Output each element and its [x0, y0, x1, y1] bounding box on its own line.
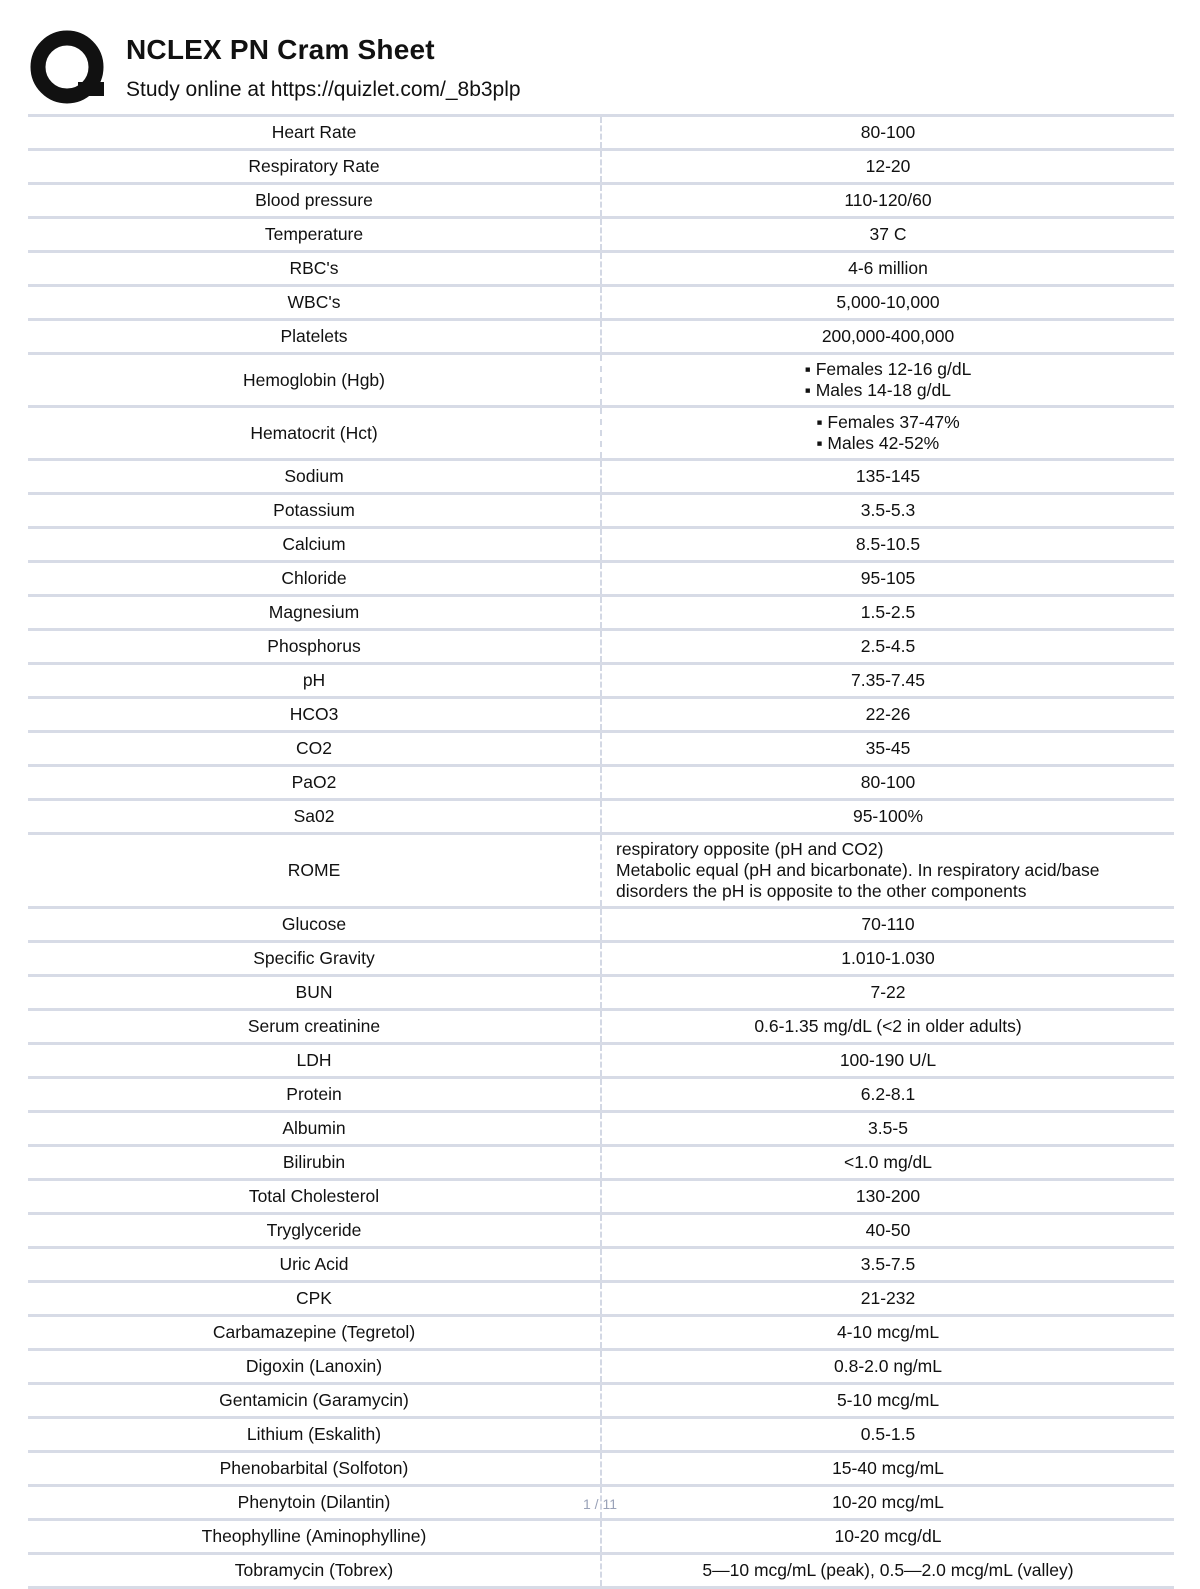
- term-cell: Chloride: [28, 562, 601, 596]
- definition-cell: 95-105: [601, 562, 1174, 596]
- term-cell: BUN: [28, 976, 601, 1010]
- definition-cell: 21-232: [601, 1282, 1174, 1316]
- term-cell: Lithium (Eskalith): [28, 1418, 601, 1452]
- definition-cell: 10-20 mcg/dL: [601, 1520, 1174, 1554]
- table-row: [28, 528, 1174, 562]
- definition-cell: 22-26: [601, 698, 1174, 732]
- term-cell: Albumin: [28, 1112, 601, 1146]
- term-cell: Digoxin (Lanoxin): [28, 1350, 601, 1384]
- table-row: [28, 630, 1174, 664]
- page-title: NCLEX PN Cram Sheet: [126, 34, 435, 65]
- table-row: [28, 1146, 1174, 1180]
- term-cell: Respiratory Rate: [28, 150, 601, 184]
- table-row: [28, 1316, 1174, 1350]
- definition-line: respiratory opposite (pH and CO2): [616, 839, 884, 859]
- definition-cell: 8.5-10.5: [601, 528, 1174, 562]
- term-cell: Theophylline (Aminophylline): [28, 1520, 601, 1554]
- term-cell: LDH: [28, 1044, 601, 1078]
- definition-cell: 5—10 mcg/mL (peak), 0.5—2.0 mcg/mL (valley): [601, 1554, 1174, 1588]
- definition-cell: 7.35-7.45: [601, 664, 1174, 698]
- term-cell: pH: [28, 664, 601, 698]
- definition-cell: 1.010-1.030: [601, 942, 1174, 976]
- table-row: [28, 354, 1174, 407]
- term-cell: Heart Rate: [28, 116, 601, 150]
- bullet-list: [816, 412, 959, 454]
- term-cell: Phenobarbital (Solfoton): [28, 1452, 601, 1486]
- definition-cell: 70-110: [601, 908, 1174, 942]
- table-row: [28, 1418, 1174, 1452]
- definition-cell: 135-145: [601, 460, 1174, 494]
- table-row: [28, 116, 1174, 150]
- term-cell: Calcium: [28, 528, 601, 562]
- term-cell: Specific Gravity: [28, 942, 601, 976]
- term-cell: Tobramycin (Tobrex): [28, 1554, 601, 1588]
- page-indicator: 1 / 11: [583, 1496, 617, 1512]
- definition-cell: 5,000-10,000: [601, 286, 1174, 320]
- definition-cell: 3.5-5: [601, 1112, 1174, 1146]
- definition-cell: 10-20 mcg/mL: [601, 1486, 1174, 1520]
- table-row: [28, 976, 1174, 1010]
- table-row: [28, 407, 1174, 460]
- table-row: [28, 1214, 1174, 1248]
- definition-cell: 7-22: [601, 976, 1174, 1010]
- study-online-link[interactable]: Study online at https://quizlet.com/_8b3plp: [126, 78, 521, 101]
- definition-cell: 3.5-5.3: [601, 494, 1174, 528]
- definition-line: Metabolic equal (pH and bicarbonate). In respiratory acid/base: [616, 860, 1100, 880]
- table-row: [28, 1112, 1174, 1146]
- table-row: [28, 1520, 1174, 1554]
- term-cell: Tryglyceride: [28, 1214, 601, 1248]
- table-row: [28, 1248, 1174, 1282]
- term-cell: RBC's: [28, 252, 601, 286]
- table-row: [28, 1282, 1174, 1316]
- quizlet-logo-icon: [30, 30, 108, 108]
- term-cell: Carbamazepine (Tegretol): [28, 1316, 601, 1350]
- definition-cell: [601, 834, 1174, 908]
- table-row: [28, 1350, 1174, 1384]
- table-row: [28, 1180, 1174, 1214]
- table-row: [28, 1010, 1174, 1044]
- definition-cell: 4-6 million: [601, 252, 1174, 286]
- definition-line: disorders the pH is opposite to the other components: [616, 881, 1027, 901]
- term-cell: CO2: [28, 732, 601, 766]
- table-row: [28, 1044, 1174, 1078]
- term-cell: Gentamicin (Garamycin): [28, 1384, 601, 1418]
- definition-cell: [601, 354, 1174, 407]
- term-cell: ROME: [28, 834, 601, 908]
- table-row: [28, 664, 1174, 698]
- definition-cell: 5-10 mcg/mL: [601, 1384, 1174, 1418]
- term-cell: Phosphorus: [28, 630, 601, 664]
- definition-cell: 200,000-400,000: [601, 320, 1174, 354]
- table-row: [28, 596, 1174, 630]
- definition-cell: 130-200: [601, 1180, 1174, 1214]
- term-cell: CPK: [28, 1282, 601, 1316]
- definition-cell: 110-120/60: [601, 184, 1174, 218]
- definition-cell: 3.5-7.5: [601, 1248, 1174, 1282]
- term-cell: Uric Acid: [28, 1248, 601, 1282]
- definition-cell: 100-190 U/L: [601, 1044, 1174, 1078]
- bullet-list: [805, 359, 972, 401]
- term-cell: Bilirubin: [28, 1146, 601, 1180]
- term-cell: Serum creatinine: [28, 1010, 601, 1044]
- definition-cell: 1.5-2.5: [601, 596, 1174, 630]
- table-row: [28, 732, 1174, 766]
- term-cell: Total Cholesterol: [28, 1180, 601, 1214]
- table-row: [28, 218, 1174, 252]
- term-cell: WBC's: [28, 286, 601, 320]
- term-cell: PaO2: [28, 766, 601, 800]
- table-row: [28, 460, 1174, 494]
- table-row: [28, 766, 1174, 800]
- table-row: [28, 800, 1174, 834]
- definition-cell: <1.0 mg/dL: [601, 1146, 1174, 1180]
- definition-cell: 40-50: [601, 1214, 1174, 1248]
- table-row: [28, 286, 1174, 320]
- term-cell: Potassium: [28, 494, 601, 528]
- table-row: [28, 834, 1174, 908]
- term-cell: Blood pressure: [28, 184, 601, 218]
- term-cell: Temperature: [28, 218, 601, 252]
- term-cell: Hemoglobin (Hgb): [28, 354, 601, 407]
- term-cell: Platelets: [28, 320, 601, 354]
- bullet-item: ▪ Females 12-16 g/dL: [804, 359, 972, 379]
- cram-sheet-table: [28, 114, 1174, 1589]
- table-row: [28, 562, 1174, 596]
- table-row: [28, 1384, 1174, 1418]
- table-row: [28, 1078, 1174, 1112]
- table-row: [28, 698, 1174, 732]
- definition-cell: 80-100: [601, 766, 1174, 800]
- definition-cell: 0.5-1.5: [601, 1418, 1174, 1452]
- table-row: [28, 320, 1174, 354]
- definition-cell: 37 C: [601, 218, 1174, 252]
- definition-cell: 2.5-4.5: [601, 630, 1174, 664]
- term-cell: Glucose: [28, 908, 601, 942]
- table-row: [28, 184, 1174, 218]
- definition-cell: 80-100: [601, 116, 1174, 150]
- table-row: [28, 908, 1174, 942]
- table-row: [28, 1554, 1174, 1588]
- bullet-item: ▪ Males 14-18 g/dL: [804, 380, 951, 400]
- term-cell: Magnesium: [28, 596, 601, 630]
- table-row: [28, 150, 1174, 184]
- bullet-item: ▪ Females 37-47%: [816, 412, 960, 432]
- definition-cell: 15-40 mcg/mL: [601, 1452, 1174, 1486]
- definition-cell: 4-10 mcg/mL: [601, 1316, 1174, 1350]
- definition-cell: 12-20: [601, 150, 1174, 184]
- term-cell: HCO3: [28, 698, 601, 732]
- definition-cell: 35-45: [601, 732, 1174, 766]
- term-cell: Sodium: [28, 460, 601, 494]
- document-header: [28, 28, 1178, 112]
- definition-cell: [601, 407, 1174, 460]
- definition-cell: 0.8-2.0 ng/mL: [601, 1350, 1174, 1384]
- table-row: [28, 942, 1174, 976]
- term-cell: Sa02: [28, 800, 601, 834]
- table-row: [28, 1452, 1174, 1486]
- term-cell: Protein: [28, 1078, 601, 1112]
- definition-cell: 0.6-1.35 mg/dL (<2 in older adults): [601, 1010, 1174, 1044]
- definition-cell: 6.2-8.1: [601, 1078, 1174, 1112]
- term-cell: Phenytoin (Dilantin): [28, 1486, 601, 1520]
- term-cell: Hematocrit (Hct): [28, 407, 601, 460]
- bullet-item: ▪ Males 42-52%: [816, 433, 940, 453]
- table-row: [28, 494, 1174, 528]
- table-row: [28, 252, 1174, 286]
- definition-cell: 95-100%: [601, 800, 1174, 834]
